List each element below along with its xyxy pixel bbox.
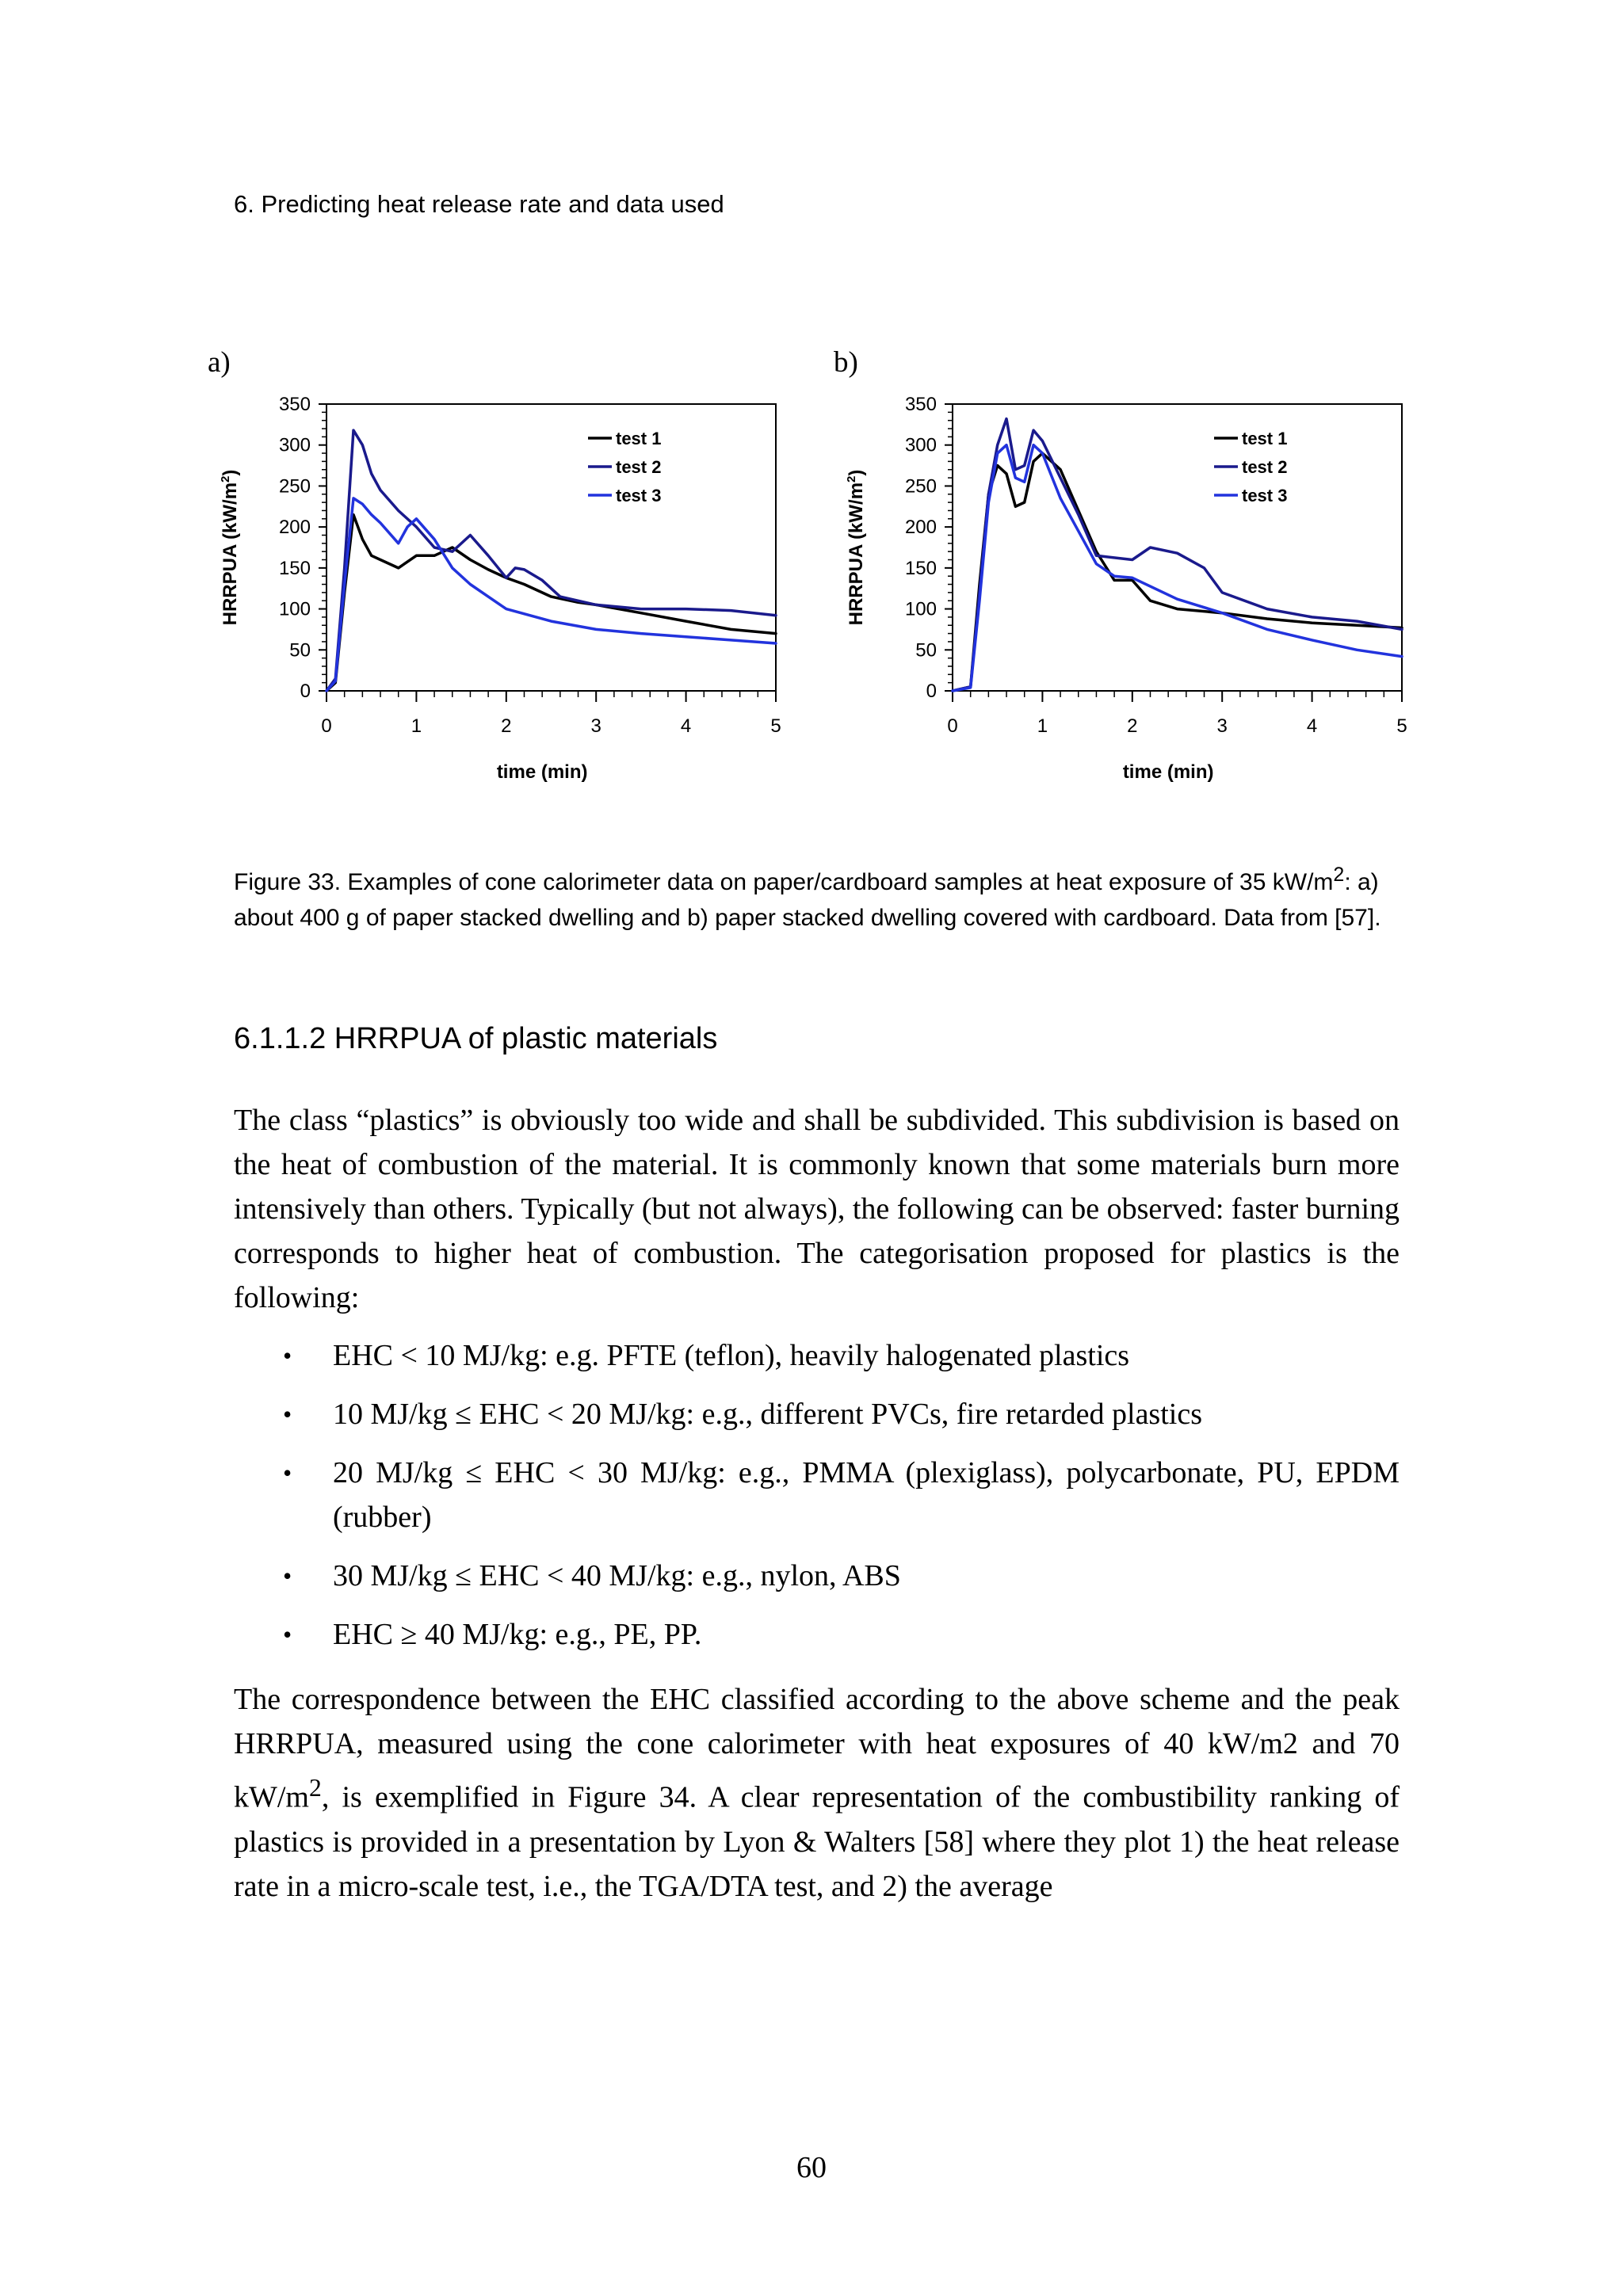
- list-item: [234, 1333, 1400, 1378]
- series-line-test-1: [953, 453, 1402, 691]
- legend-label: test 2: [616, 457, 662, 477]
- x-tick-label: 1: [411, 715, 422, 737]
- x-axis-title: time (min): [1122, 761, 1214, 783]
- figure-caption: [234, 857, 1399, 936]
- list-item: [234, 1451, 1400, 1539]
- y-axis-title-end: ): [846, 469, 867, 476]
- legend-label: test 1: [1242, 429, 1288, 448]
- x-axis-title: time (min): [496, 761, 588, 783]
- caption-superscript: 2: [1333, 864, 1345, 886]
- y-axis-title-end: ): [220, 469, 241, 476]
- list-item-text: 30 MJ/kg ≤ EHC < 40 MJ/kg: e.g., nylon, ABS: [333, 1559, 901, 1592]
- y-axis-title-sup: 2: [845, 475, 858, 482]
- series-line-test-3: [953, 445, 1402, 691]
- caption-suffix: : a) about 400 g of paper stacked dwelling and b) paper stacked dwelling covered with cardboard. Data from [57].: [234, 869, 1381, 931]
- ehc-category-list: [234, 1333, 1400, 1671]
- x-tick-label: 5: [770, 715, 781, 737]
- x-tick-label: 4: [1306, 715, 1318, 737]
- bullet-icon: •: [283, 1341, 292, 1370]
- x-tick-label: 5: [1396, 715, 1407, 737]
- list-item: [234, 1392, 1400, 1436]
- list-item-text: EHC ≥ 40 MJ/kg: e.g., PE, PP.: [333, 1618, 702, 1651]
- x-tick-label: 2: [501, 715, 512, 737]
- legend-label: test 2: [1242, 457, 1288, 477]
- panel-label-b: b): [834, 346, 858, 379]
- y-tick-label: 150: [904, 557, 937, 579]
- body-paragraph-2: [234, 1677, 1400, 1909]
- y-tick-label: 50: [289, 639, 311, 662]
- para2-superscript: 2: [308, 1774, 322, 1802]
- y-tick-label: 250: [278, 475, 311, 498]
- bullet-icon: •: [283, 1459, 292, 1487]
- y-axis-title-main: HRRPUA (kW/m: [220, 482, 241, 626]
- legend-label: test 1: [616, 429, 662, 448]
- page-number: 60: [796, 2151, 827, 2184]
- y-tick-label: 100: [278, 598, 311, 620]
- legend-label: test 3: [616, 486, 662, 505]
- y-tick-label: 350: [904, 394, 937, 415]
- y-tick-label: 200: [278, 517, 311, 539]
- y-tick-label: 250: [904, 475, 937, 498]
- x-tick-label: 0: [321, 715, 332, 737]
- y-tick-label: 300: [278, 434, 311, 456]
- body-paragraph-1: The class “plastics” is obviously too wide and shall be subdivided. This subdivision is based on the heat of combustion of the material. It is commonly known that some materials burn more intensively than others. Typically (but not always), the following can be observed: faster burning corresponds to higher heat of combustion. The categorisation proposed for plastics is the following:: [234, 1104, 1400, 1314]
- bullet-icon: •: [283, 1400, 292, 1428]
- y-axis-title: [845, 470, 867, 626]
- running-head: 6. Predicting heat release rate and data used: [234, 190, 724, 218]
- list-item-text: EHC < 10 MJ/kg: e.g. PFTE (teflon), heavily halogenated plastics: [333, 1339, 1130, 1372]
- list-item: [234, 1612, 1400, 1657]
- y-tick-label: 50: [915, 639, 937, 662]
- y-tick-label: 0: [926, 681, 937, 702]
- plot-frame: [953, 404, 1402, 691]
- y-tick-label: 200: [904, 517, 937, 539]
- y-axis-title-sup: 2: [219, 475, 232, 482]
- x-tick-label: 2: [1127, 715, 1138, 737]
- series-line-test-2: [327, 430, 776, 691]
- x-tick-label: 3: [1216, 715, 1228, 737]
- y-tick-label: 150: [278, 557, 311, 579]
- caption-prefix: Figure 33. Examples of cone calorimeter data on paper/cardboard samples at heat exposure of 35 kW/m: [234, 869, 1334, 895]
- series-line-test-2: [953, 419, 1402, 691]
- x-tick-label: 3: [590, 715, 601, 737]
- list-item-text: 20 MJ/kg ≤ EHC < 30 MJ/kg: e.g., PMMA (plexiglass), polycarbonate, PU, EPDM (rubber): [333, 1456, 1400, 1534]
- legend-label: test 3: [1242, 486, 1288, 505]
- y-axis-title: [219, 470, 241, 626]
- y-tick-label: 350: [278, 394, 311, 415]
- x-tick-label: 4: [680, 715, 692, 737]
- y-tick-label: 0: [300, 681, 311, 702]
- y-axis-title-main: HRRPUA (kW/m: [846, 482, 867, 626]
- chart-panel-a: [206, 388, 808, 800]
- para2-text-a: The correspondence between the EHC classified according to the above scheme and the peak HRRPUA, measured using the cone calorimeter with heat exposures of 40 kW/m2 and 70 kW/m: [234, 1683, 1400, 1814]
- x-tick-label: 0: [947, 715, 958, 737]
- list-item-text: 10 MJ/kg ≤ EHC < 20 MJ/kg: e.g., different PVCs, fire retarded plastics: [333, 1398, 1202, 1431]
- bullet-icon: •: [283, 1620, 292, 1649]
- para2-text-b: , is exemplified in Figure 34. A clear representation of the combustibility ranking of plastics is provided in a presentation by Lyon & Walters [58] where they plot 1) the heat release rate in a micro-scale test, i.e., the TGA/DTA test, and 2) the average: [234, 1780, 1400, 1903]
- series-line-test-3: [327, 498, 776, 691]
- panel-label-a: a): [208, 346, 231, 379]
- bullet-icon: •: [283, 1562, 292, 1590]
- y-tick-label: 300: [904, 434, 937, 456]
- list-item: [234, 1554, 1400, 1598]
- series-line-test-1: [327, 515, 776, 691]
- y-tick-label: 100: [904, 598, 937, 620]
- section-heading: 6.1.1.2 HRRPUA of plastic materials: [234, 1022, 718, 1055]
- x-tick-label: 1: [1037, 715, 1048, 737]
- chart-panel-b: [832, 388, 1434, 800]
- plot-frame: [327, 404, 776, 691]
